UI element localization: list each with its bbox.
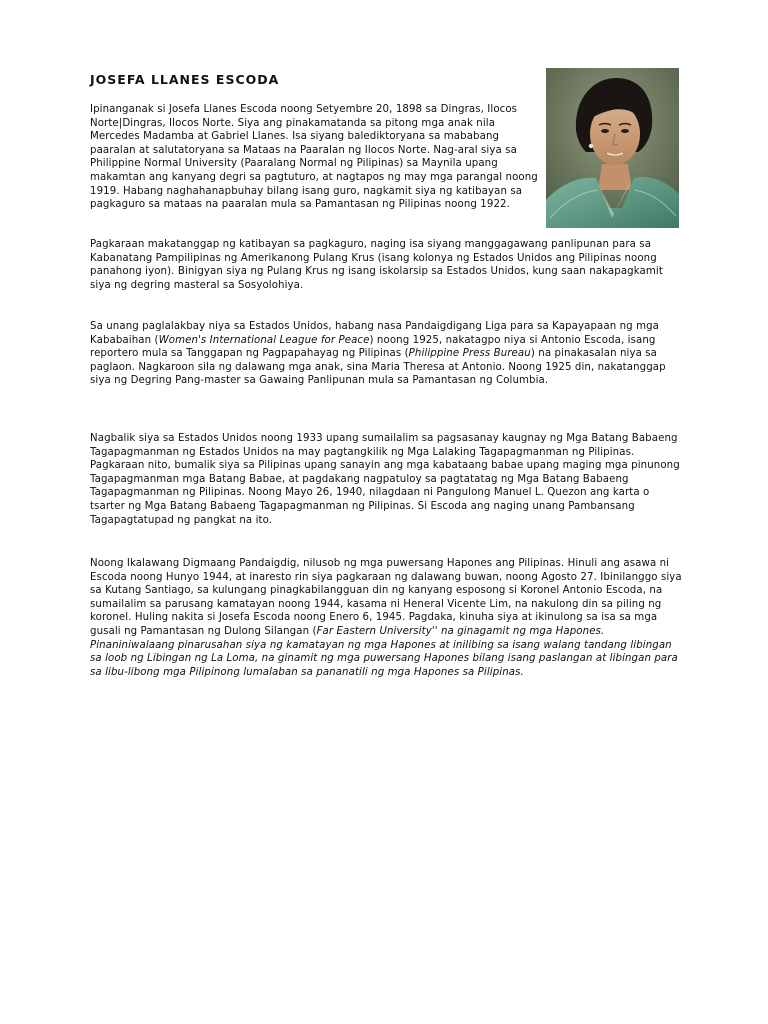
paragraph-red-cross: Pagkaraan makatanggap ng katibayan sa pagkaguro, naging isa siyang manggagawang panlipunan para sa Kabanatang Pampilipinas ng Amerikanong Pulang Krus (isang kolonya ng Estados Unidos ang Pilipinas noong panahong iyon). Binigyan siya ng Pulang Krus ng isang iskolarsip sa Estados Unidos, kung saan nakapagkamit siya ng degring masteral sa Sosyolohiya. [90, 239, 663, 291]
paragraph-marriage-part-3: ) na pinakasalan niya sa paglaon. Nagkaroon sila ng dalawang mga anak, sina Maria Theresa at Antonio. Noong 1925 din, nakatanggap siya ng Degring Pang-master sa Gawaing Panlipunan mula sa Pamantasan ng Columbia. [90, 348, 666, 387]
paragraph-girl-scouts: Nagbalik siya sa Estados Unidos noong 1933 upang sumailalim sa pagsasanay kaugnay ng Mga Batang Babaeng Tagapagmanman ng Estados Unidos na may pagtangkilik ng Mga Lalaking Tagapagmanman ng Pilipinas. Pagkaraan nito, bumalik siya sa Pilipinas upang sanayin ang mga kabataang babae upang maging mga pinunong Tagapagmanman mga Batang Babae, at pagdakang nagpatuloy sa pagtatatag ng Mga Batang Babaeng Tagapagmanman ng Pilipinas. Noong Mayo 26, 1940, nilagdaan ni Pangulong Manuel L. Quezon ang karta o tsarter ng Mga Batang Babaeng Tagapagmanman ng Pilipinas. Si Escoda ang naging unang Pambansang Tagapagtatupad ng pangkat na ito. [90, 433, 680, 526]
paragraph-war-part-1: Noong Ikalawang Digmaang Pandaigdig, nilusob ng mga puwersang Hapones ang Pilipinas. Hinuli ang asawa ni Escoda noong Hunyo 1944, at inaresto rin siya pagkaraan ng dalawang buwan, noong Agosto 27. Ibinilanggo siya sa Kutang Santiago, sa kulungang pinagkabilangguan din ng kanyang esposong si Koronel Antonio Escoda, na sumailalim sa parusang kamatayan noong 1944, kasama ni Heneral Vicente Lim, na nakulong din sa piling ng koronel. Huling nakita si Josefa Escoda noong Enero 6, 1945. Pagdaka, kinuha siya at ikinulong sa isa sa mga gusali ng Pamantasan ng Dulong Silangan ( [90, 558, 682, 637]
paragraph-marriage [90, 320, 685, 388]
paragraph-marriage-part-2: ) noong 1925, nakatagpo niya si Antonio Escoda, isang reportero mula sa Tanggapan ng Pagpapahayag ng Pilipinas ( [90, 334, 656, 360]
portrait-drawing [546, 68, 679, 228]
portrait-image [546, 68, 679, 228]
paragraph-marriage-part-1: Sa unang paglalakbay niya sa Estados Unidos, habang nasa Pandaigdigang Liga para sa Kapayapaan ng mga Kababaihan ( [90, 321, 660, 346]
paragraph-birth: Ipinanganak si Josefa Llanes Escoda noong Setyembre 20, 1898 sa Dingras, Ilocos Norte|Dingras, Ilocos Norte. Siya ang pinakamatanda sa pitong mga anak nila Mercedes Madamba at Gabriel Llanes. Isa siyang balediktoryana sa mababang paaralan at salutatoryana sa Mataas na Paaralan ng Ilocos Norte. Nag-aral siya sa Philippine Normal University (Paaralang Normal ng Pilipinas) sa Maynila upang makamtan ang kanyang degri sa pagtuturo, at nagtapos ng may mga parangal noong 1919. Habang naghahanapbuhay bilang isang guro, nagkamit siya ng katibayan sa pagkaguro sa mataas na paaralan mula sa Pamantasan ng Pilipinas noong 1922. [90, 104, 538, 211]
paragraph-marriage-league-name: Women's International League for Peace [158, 334, 370, 346]
paragraph-war-italic-part: Far Eastern University'' na ginagamit ng mga Hapones. Pinaniniwalaang pinarusahan siya ng kamatayan ng mga Hapones at inilibing sa isang walang tandang libingan sa loob ng Libingan ng La Loma, na ginamit ng mga puwersang Hapones bilang isang paslangan at libingan para sa libu-libong mga Pilipinong lumalaban sa pananatili ng mga Hapones sa Pilipinas. [90, 625, 678, 678]
paragraph-war [90, 557, 685, 679]
paragraph-marriage-bureau-name: Philippine Press Bureau [408, 348, 531, 360]
document-title: JOSEFA LLANES ESCODA [90, 72, 280, 87]
